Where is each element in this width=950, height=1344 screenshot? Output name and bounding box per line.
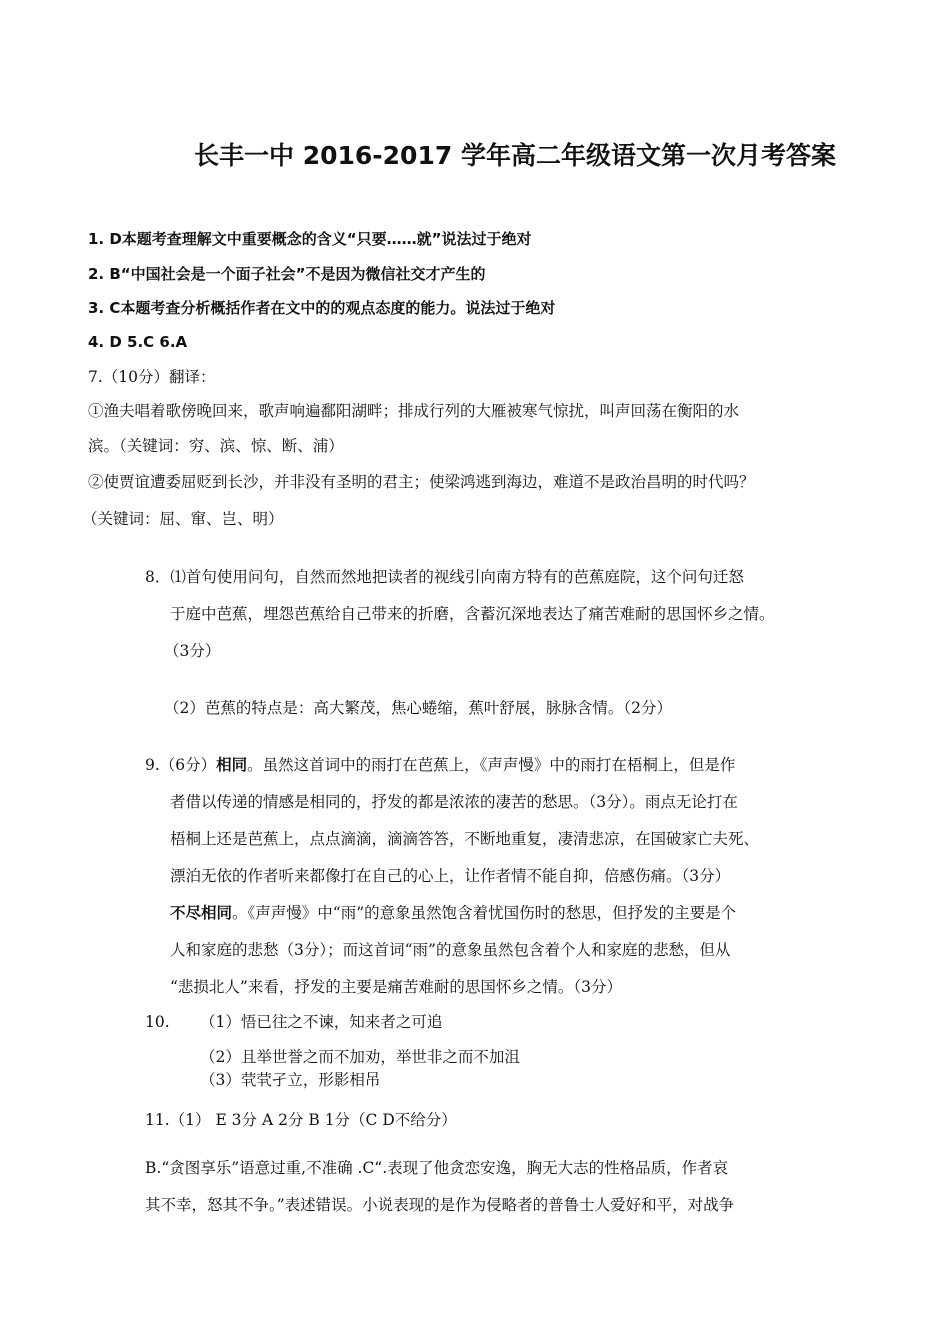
answer-8-1-line-1: 8．⑴首句使用问句，自然而然地把读者的视线引向南方特有的芭蕉庭院，这个问句迁怒 — [145, 568, 744, 586]
answer-10-number: 10. — [145, 1013, 170, 1031]
answer-10-2: （2）且举世誉之而不加劝，举世非之而不加沮 — [200, 1048, 520, 1066]
answer-8-2: （2）芭蕉的特点是：高大繁茂，焦心蜷缩，蕉叶舒展，脉脉含情。（2分） — [164, 699, 672, 717]
answer-9-keyword-same: 相同 — [216, 756, 248, 774]
answer-11-explain-line-2: 其不幸，怒其不争。”表述错误。小说表现的是作为侵略者的普鲁士人爱好和平，对战争 — [145, 1196, 735, 1214]
answer-2: 2. B“中国社会是一个面子社会”不是因为微信社交才产生的 — [88, 265, 486, 283]
page-title: 长丰一中 2016-2017 学年高二年级语文第一次月考答案 — [194, 141, 836, 170]
answer-9-line-1-text: 。虽然这首词中的雨打在芭蕉上，《声声慢》中的雨打在梧桐上，但是作 — [247, 756, 736, 774]
answer-1: 1. D本题考查理解文中重要概念的含义“只要……就”说法过于绝对 — [88, 230, 532, 248]
answer-9-line-6: 人和家庭的悲愁（3分）；而这首词“雨”的意象虽然包含着个人和家庭的悲愁，但从 — [170, 941, 731, 959]
answer-4-6: 4. D 5.C 6.A — [88, 333, 188, 351]
answer-7-2-line-1: ②使贾谊遭委屈贬到长沙，并非没有圣明的君主；使梁鸿逃到海边，难道不是政治昌明的时代吗？ — [88, 473, 755, 491]
answer-7-heading: 7.（10分）翻译： — [88, 368, 216, 386]
answer-8-1-line-2: 于庭中芭蕉，埋怨芭蕉给自己带来的折磨，含蓄沉深地表达了痛苦难耐的思国怀乡之情。 — [170, 605, 775, 623]
answer-10-1: （1）悟已往之不谏，知来者之可追 — [200, 1013, 443, 1031]
answer-7-1-line-1: ①渔夫唱着歌傍晚回来，歌声响遍鄱阳湖畔；排成行列的大雁被寒气惊扰，叫声回荡在衡阳的水 — [88, 402, 740, 420]
answer-9-keyword-differ: 不尽相同 — [170, 904, 233, 922]
answer-7-2-line-2: （关键词：屈、窜、岂、明） — [82, 510, 284, 528]
answer-7-1-line-2: 滨。（关键词：穷、滨、惊、断、浦） — [88, 437, 344, 455]
answer-9-prefix: 9.（6分） — [145, 756, 217, 774]
answer-9-line-3: 梧桐上还是芭蕉上，点点滴滴，滴滴答答，不断地重复，凄清悲凉，在国破家亡夫死、 — [170, 830, 760, 848]
answer-9-line-7: “悲损北人”来看，抒发的主要是痛苦难耐的思国怀乡之情。（3分） — [170, 978, 622, 996]
answer-10-3: （3）茕茕孑立，形影相吊 — [200, 1071, 381, 1089]
answer-11: 11.（1） E 3分 A 2分 B 1分（C D不给分） — [145, 1111, 457, 1129]
answer-9-line-2: 者借以传递的情感是相同的，抒发的都是浓浓的凄苦的愁思。（3分）。雨点无论打在 — [170, 793, 738, 811]
answer-9-line-5-text: 。《声声慢》中“雨”的意象虽然饱含着忧国伤时的愁思，但抒发的主要是个 — [232, 904, 737, 922]
answer-11-explain-line-1: B.“贪图享乐”语意过重,不准确 .C“.表现了他贪恋安逸，胸无大志的性格品质，作者哀 — [145, 1159, 729, 1177]
answer-3: 3. C本题考查分析概括作者在文中的的观点态度的能力。说法过于绝对 — [88, 299, 556, 317]
answer-8-1-line-3: （3分） — [164, 642, 221, 660]
answer-9-line-4: 漂泊无依的作者听来都像打在自己的心上，让作者情不能自抑，倍感伤痛。（3分） — [170, 867, 731, 885]
answer-9-line-5 — [170, 903, 736, 923]
answer-9-line-1 — [145, 755, 735, 775]
